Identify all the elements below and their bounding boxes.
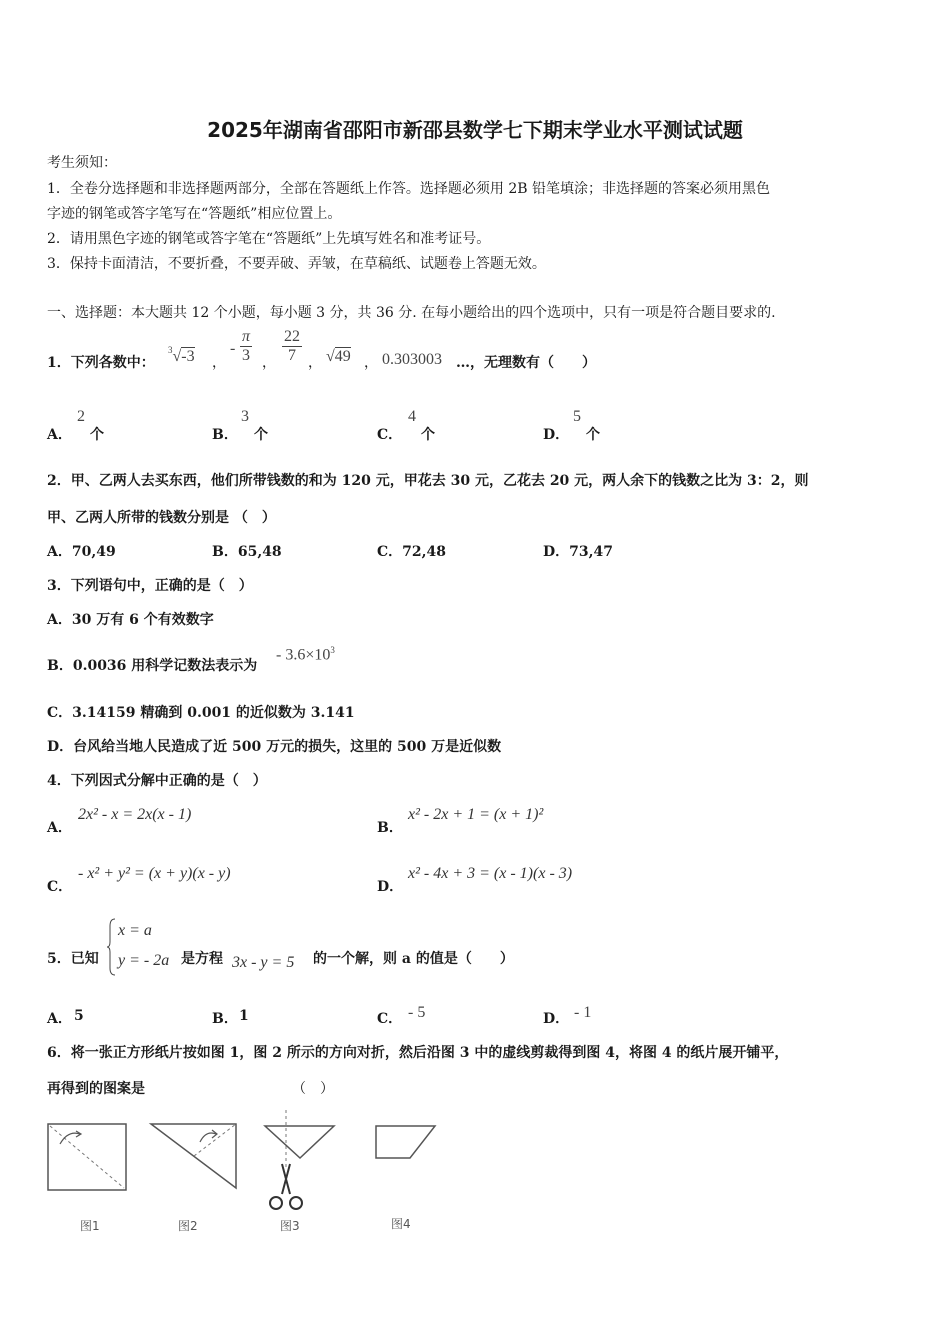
q1-option-b-unit: 个: [254, 427, 268, 443]
q4-stem: 4．下列因式分解中正确的是（ ）: [47, 773, 267, 789]
q2-option-b: B．65,48: [212, 544, 282, 560]
q4-option-b-math: x² - 2x + 1 = (x + 1)²: [408, 806, 544, 823]
figure-4-caption: 图4: [391, 1217, 411, 1231]
q5-tail: 的一个解，则 a 的值是（ ）: [313, 951, 514, 967]
q3-option-a: A．30 万有 6 个有效数字: [47, 612, 214, 628]
q6-line-2: 再得到的图案是: [47, 1081, 145, 1097]
q2-line-2: 甲、乙两人所带的钱数分别是 （ ）: [47, 510, 276, 526]
q1-pi-fraction: $\frac{\pi}{3}$: [242, 328, 251, 364]
q1-tail: …，无理数有（ ）: [456, 355, 596, 371]
q1-option-c-unit: 个: [421, 427, 435, 443]
q2-option-a: A．70,49: [47, 544, 116, 560]
q1-option-d-unit: 个: [586, 427, 600, 443]
q4-option-c-label: C．: [47, 879, 73, 895]
q1-comma: ，: [308, 355, 322, 371]
q1-comma: ，: [364, 355, 378, 371]
q3-option-b-math: - $3.6\times 10^3$: [276, 645, 335, 664]
q2-option-c: C．72,48: [377, 544, 446, 560]
q5-option-d-label: D．: [543, 1011, 570, 1027]
q5-option-b-label: B．: [212, 1011, 238, 1027]
q3-option-b: B．0.0036 用科学记数法表示为: [47, 658, 258, 674]
q2-option-d: D．73,47: [543, 544, 613, 560]
notice-line-2: 2．请用黑色字迹的钢笔或答字笔在“答题纸”上先填写姓名和准考证号。: [47, 231, 491, 247]
q1-comma: ，: [262, 355, 276, 371]
q4-option-d-math: x² - 4x + 3 = (x - 1)(x - 3): [408, 865, 573, 882]
figure-1-caption: 图1: [80, 1219, 100, 1233]
notice-heading: 考生须知：: [47, 155, 117, 171]
q5-option-c-label: C．: [377, 1011, 403, 1027]
q1-option-b-label: B．: [212, 427, 238, 443]
q1-option-c-value: 4: [408, 408, 416, 425]
q4-option-d-label: D．: [377, 879, 404, 895]
q5-option-c-value: - 5: [408, 1004, 426, 1021]
q5-option-d-value: - 1: [574, 1004, 592, 1021]
figure-2-triangle-fold: [148, 1122, 240, 1192]
q5-stem: 5．已知: [47, 951, 99, 967]
q1-option-d-value: 5: [573, 408, 581, 425]
figure-3-caption: 图3: [280, 1219, 300, 1233]
q1-square-root: √49: [326, 348, 351, 365]
q1-option-b-value: 3: [241, 408, 249, 425]
q1-fraction: $\frac{22}{7}$: [284, 328, 300, 364]
q5-system-brace: [106, 918, 116, 976]
q1-neg-sign: -: [230, 340, 236, 357]
q1-stem: 1．下列各数中：: [47, 355, 155, 371]
q3-option-d: D．台风给当地人民造成了近 500 万元的损失，这里的 500 万是近似数: [47, 739, 502, 755]
q4-option-c-math: - x² + y² = (x + y)(x - y): [78, 865, 231, 882]
q1-option-a-unit: 个: [90, 427, 104, 443]
q1-option-c-label: C．: [377, 427, 403, 443]
figure-2-caption: 图2: [178, 1219, 198, 1233]
figure-4-cut-shape: [374, 1124, 438, 1162]
q3-stem: 3．下列语句中，正确的是（ ）: [47, 578, 253, 594]
notice-line-1a: 1．全卷分选择题和非选择题两部分，全部在答题纸上作答。选择题必须用 2B 铅笔填涂；非选择题的答案必须用黑色: [47, 181, 770, 197]
q1-option-d-label: D．: [543, 427, 570, 443]
q5-option-b-value: 1: [239, 1008, 249, 1024]
q5-system-eq-1: x = a: [118, 922, 152, 939]
section-heading: 一、选择题：本大题共 12 个小题，每小题 3 分，共 36 分. 在每小题给出的四个选项中，只有一项是符合题目要求的.: [47, 305, 776, 321]
scissors-icon: [270, 1164, 302, 1209]
q4-option-b-label: B．: [377, 820, 403, 836]
notice-line-1b: 字迹的钢笔或答字笔写在“答题纸”相应位置上。: [47, 206, 342, 222]
q1-cube-root: $^3$√-3: [168, 345, 195, 365]
q6-answer-paren: （ ）: [292, 1081, 334, 1097]
q1-option-a-label: A．: [47, 427, 72, 443]
figure-3-cut-with-scissors: [262, 1108, 338, 1216]
q1-comma: ，: [212, 355, 226, 371]
q1-decimal: 0.303003: [382, 351, 442, 368]
q2-line-1: 2．甲、乙两人去买东西，他们所带钱数的和为 120 元，甲花去 30 元，乙花去 20 元，两人余下的钱数之比为 3：2，则: [47, 473, 809, 489]
q6-line-1: 6．将一张正方形纸片按如图 1，图 2 所示的方向对折，然后沿图 3 中的虚线剪裁得到图 4，将图 4 的纸片展开铺平，: [47, 1045, 789, 1061]
q5-equation: 3x - y = 5: [232, 954, 295, 971]
q5-option-a-label: A．: [47, 1011, 72, 1027]
q3-option-c: C．3.14159 精确到 0.001 的近似数为 3.141: [47, 705, 355, 721]
q5-option-a-value: 5: [74, 1008, 84, 1024]
page-title: 2025年湖南省邵阳市新邵县数学七下期末学业水平测试试题: [207, 118, 743, 142]
q5-mid: 是方程: [181, 951, 223, 967]
q4-option-a-label: A．: [47, 820, 72, 836]
figure-1-square-fold: [46, 1122, 128, 1192]
notice-line-3: 3．保持卡面清洁，不要折叠，不要弄破、弄皱，在草稿纸、试题卷上答题无效。: [47, 256, 546, 272]
q4-option-a-math: 2x² - x = 2x(x - 1): [78, 806, 192, 823]
q1-option-a-value: 2: [77, 408, 85, 425]
q5-system-eq-2: y = - 2a: [118, 952, 170, 969]
